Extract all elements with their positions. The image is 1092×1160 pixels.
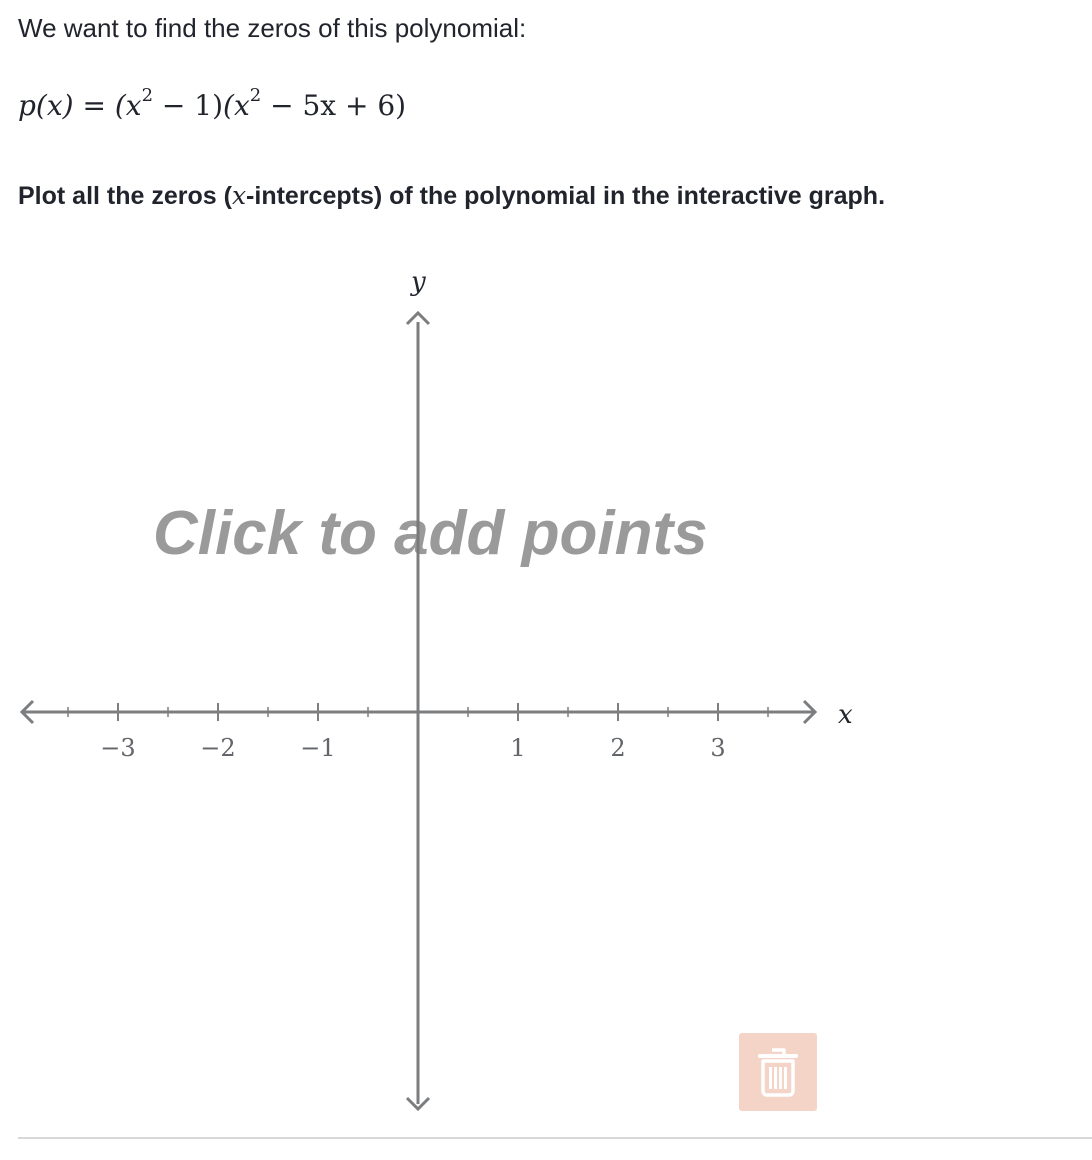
instruction-text-end: -intercepts) of the polynomial in the interactive graph. [246,182,886,210]
factor-2-exponent: 2 [249,85,262,106]
interactive-graph[interactable] [18,262,868,1117]
factor-2-rest: − 5x + 6) [261,89,407,122]
click-to-add-points-hint: Click to add points [153,499,708,568]
x-tick-label: −1 [300,734,336,762]
x-tick-label: −2 [200,734,236,762]
instruction-text-start: Plot all the zeros ( [18,182,232,210]
x-tick-label: −3 [100,734,136,762]
bottom-divider [18,1137,1092,1139]
instruction-variable: x [231,181,247,210]
x-tick-label: 2 [610,734,626,762]
x-axis-label: x [838,700,853,730]
formula-factor-1 [114,85,224,122]
factor-1-exponent: 2 [141,85,154,106]
trash-icon [758,1046,798,1098]
formula-lhs: p(x) [18,89,74,122]
formula-factor-2 [223,85,407,122]
polynomial-formula [18,86,406,126]
question-intro: We want to find the zeros of this polynomial: [18,13,527,43]
y-axis-label: y [411,267,426,297]
x-tick-label: 3 [710,734,726,762]
factor-2-base: (x [223,89,250,122]
question-instruction [18,178,885,214]
remove-point-button[interactable] [739,1033,817,1111]
graph-canvas[interactable] [18,262,868,1117]
formula-equals: = [82,89,106,122]
x-tick-label: 1 [510,734,526,762]
factor-1-base: (x [114,89,142,122]
factor-1-rest: − 1) [153,89,224,122]
